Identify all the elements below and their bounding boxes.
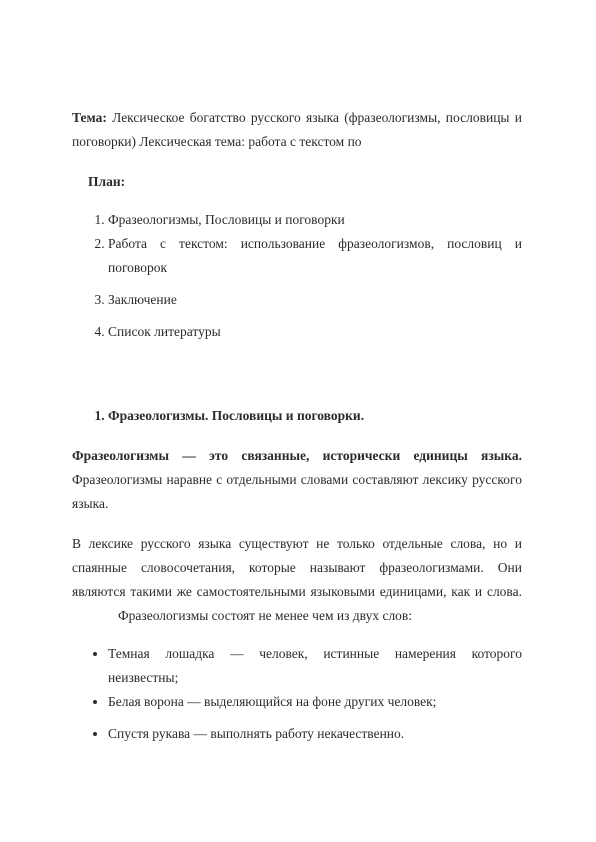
plan-item: 3. Заключение bbox=[108, 288, 522, 312]
definition-text: Фразеологизмы наравне с отдельными словами составляют лексику русского языка. bbox=[72, 472, 522, 511]
description-paragraph bbox=[72, 532, 522, 628]
plan-item: 1. Фразеологизмы, Пословицы и поговорки bbox=[108, 208, 522, 232]
topic-text: Лексическое богатство русского языка (фразеологизмы, пословицы и поговорки) Лексическая тема: работа с текстом по bbox=[72, 110, 522, 149]
description-text: В лексике русского языка существуют не только отдельные слова, но и спаянные словосочетания, которые называют фразеологизмами. Они являются такими же самостоятельными языковыми единицами, как и слова. bbox=[72, 536, 522, 599]
topic-line bbox=[72, 106, 522, 154]
topic-label: Тема: bbox=[72, 110, 107, 125]
plan-list bbox=[72, 208, 522, 344]
plan-heading: План: bbox=[88, 174, 126, 189]
section-heading: 1. Фразеологизмы. Пословицы и поговорки. bbox=[108, 404, 522, 428]
definition-paragraph bbox=[72, 444, 522, 516]
example-item: • Темная лошадка — человек, истинные намерения которого неизвестны; bbox=[108, 642, 522, 690]
definition-bold: Фразеологизмы — это связанные, исторически единицы языка. bbox=[72, 448, 522, 463]
example-item: • Спустя рукава — выполнять работу некачественно. bbox=[108, 722, 522, 746]
section-heading-list bbox=[72, 404, 522, 428]
plan-item: 2. Работа с текстом: использование фразеологизмов, пословиц и поговорок bbox=[108, 232, 522, 280]
plan-item: 4. Список литературы bbox=[108, 320, 522, 344]
document-page bbox=[72, 106, 522, 746]
example-item: • Белая ворона — выделяющийся на фоне других человек; bbox=[108, 690, 522, 714]
description-text-after: Фразеологизмы состоят не менее чем из двух слов: bbox=[118, 608, 413, 623]
examples-list bbox=[72, 642, 522, 746]
